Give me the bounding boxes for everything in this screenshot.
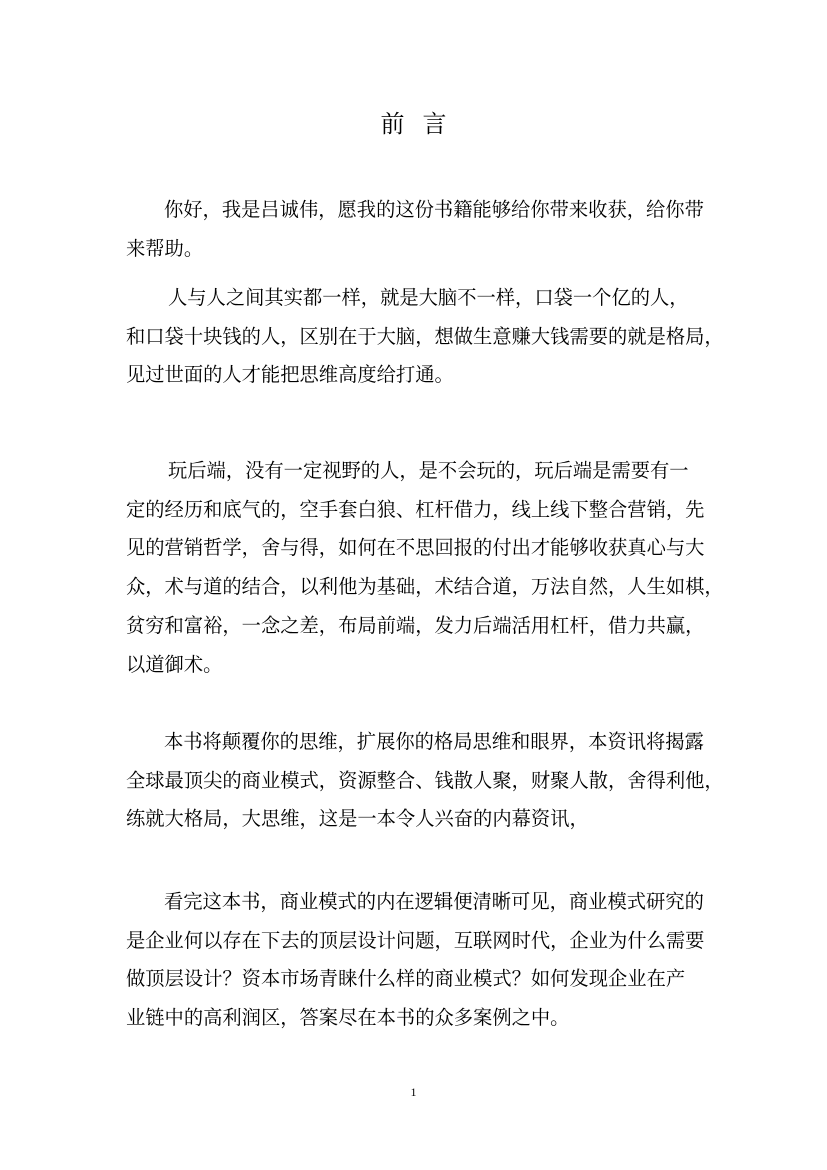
text-line: 和口袋十块钱的人，区别在于大脑，想做生意赚大钱需要的就是格局， xyxy=(126,324,724,348)
text-line: 众，术与道的结合，以利他为基础，术结合道，万法自然，人生如棋， xyxy=(126,575,724,599)
text-line: 全球最顶尖的商业模式，资源整合、钱散人聚，财聚人散，舍得利他， xyxy=(126,768,724,792)
text-line: 业链中的高利润区，答案尽在本书的众多案例之中。 xyxy=(126,1006,570,1030)
paragraph-book-intro xyxy=(126,723,724,839)
text-line: 见的营销哲学，舍与得，如何在不思回报的付出才能够收获真心与大 xyxy=(126,536,705,560)
text-line: 来帮助。 xyxy=(126,236,204,260)
text-line: 定的经历和底气的，空手套白狼、杠杆借力，线上线下整合营销，先 xyxy=(126,497,705,521)
text-line: 人与人之间其实都一样，就是大脑不一样，口袋一个亿的人， xyxy=(168,286,689,309)
text-line: 是企业何以存在下去的顶层设计问题，互联网时代，企业为什么需要 xyxy=(126,928,705,952)
text-line: 见过世面的人才能把思维高度给打通。 xyxy=(126,363,454,387)
text-line: 你好，我是吕诚伟，愿我的这份书籍能够给你带来收获，给你带 xyxy=(164,198,704,221)
text-line: 以道御术。 xyxy=(126,652,223,676)
paragraph-greeting xyxy=(126,191,706,268)
page-number: 1 xyxy=(410,1085,417,1099)
paragraph-business-model xyxy=(126,883,706,1038)
text-line: 贫穷和富裕，一念之差，布局前端，发力后端活用杠杆，借力共赢， xyxy=(126,613,705,637)
paragraph-backend xyxy=(126,452,724,684)
text-line: 看完这本书，商业模式的内在逻辑便清晰可见，商业模式研究的 xyxy=(164,890,704,913)
text-line: 练就大格局，大思维，这是一本令人兴奋的内幕资讯， xyxy=(126,807,589,831)
page-title: 前言 xyxy=(380,110,465,138)
text-line: 做顶层设计？资本市场青睐什么样的商业模式？如何发现企业在产 xyxy=(126,967,686,991)
text-line: 本书将颠覆你的思维，扩展你的格局思维和眼界，本资讯将揭露 xyxy=(164,730,704,753)
paragraph-mindset xyxy=(126,279,724,395)
text-line: 玩后端，没有一定视野的人，是不会玩的，玩后端是需要有一 xyxy=(168,459,689,482)
